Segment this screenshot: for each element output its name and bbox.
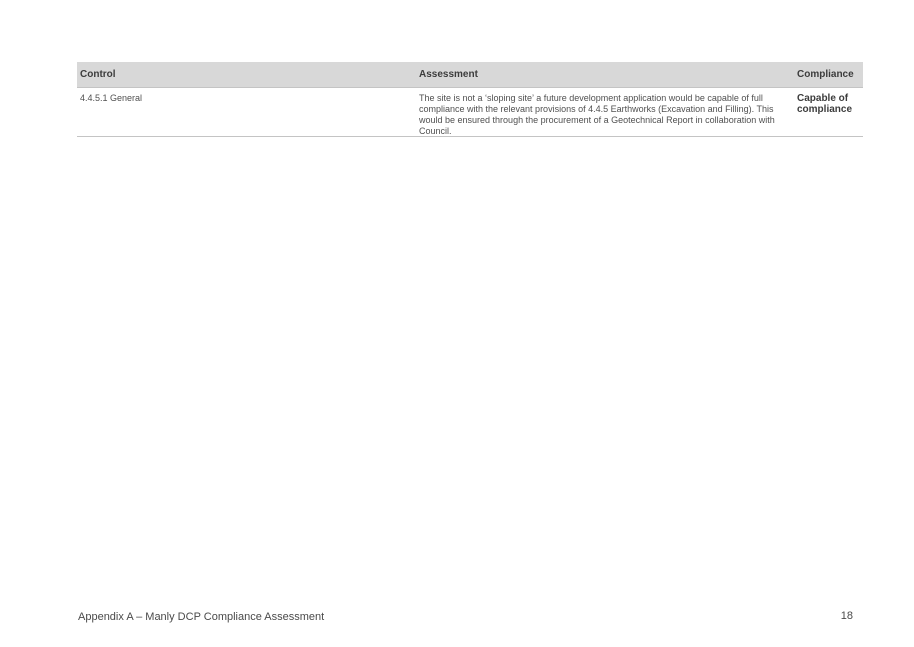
compliance-cell: Capable of compliance <box>797 93 853 115</box>
page-number: 18 <box>840 610 853 622</box>
footer-title: Appendix A – Manly DCP Compliance Assessment <box>78 611 325 623</box>
assessment-cell: The site is not a ‘sloping site’ a future development application would be capable of full compliance with the relevant provisions of 4.4.5 Earthworks (Excavation and Filling). This would be ensured through the procurement of a Geotechnical Report in collaboration with Council. <box>419 93 775 136</box>
control-cell: 4.4.5.1 General <box>80 93 143 103</box>
column-header-compliance: Compliance <box>797 69 854 80</box>
table-row <box>77 88 863 137</box>
column-header-control: Control <box>80 69 116 80</box>
table-header-row <box>77 62 863 88</box>
column-header-assessment: Assessment <box>419 69 478 80</box>
compliance-table <box>77 62 863 137</box>
